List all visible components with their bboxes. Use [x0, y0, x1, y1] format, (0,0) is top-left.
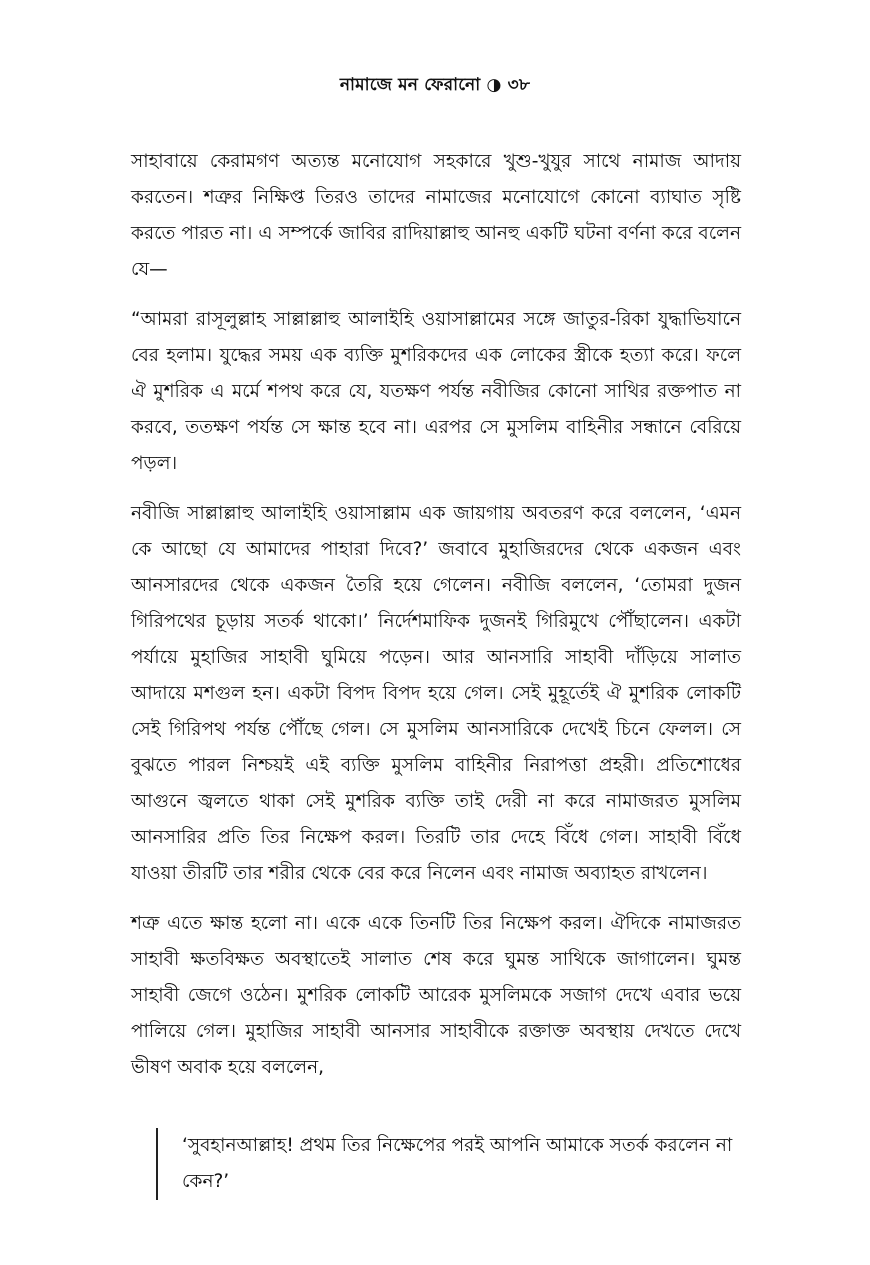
paragraph-1: সাহাবায়ে কেরামগণ অত্যন্ত মনোযোগ সহকারে খুশু-খুযুর সাথে নামাজ আদায় করতেন। শত্রুর নিক্ষিপ্ত তিরও তাদের নামাজের মনোযোগে কোনো ব্যাঘাত সৃষ্টি করতে পারত না। এ সম্পর্কে জাবির রাদিয়াল্লাহু আনহু একটি ঘটনা বর্ণনা করে বলেন যে—	[131, 151, 741, 280]
quote-text: ‘সুবহানআল্লাহ! প্রথম তির নিক্ষেপের পরই আপনি আমাকে সতর্ক করলেন না কেন?’	[182, 1135, 733, 1192]
body-text	[131, 144, 741, 1100]
paragraph-3: নবীজি সাল্লাল্লাহু আলাইহি ওয়াসাল্লাম এক জায়গায় অবতরণ করে বললেন, ‘এমন কে আছো যে আমাদের পাহারা দিবে?’ জবাবে মুহাজিরদের থেকে একজন এবং আনসারদের থেকে একজন তৈরি হয়ে গেলেন। নবীজি বললেন, ‘তোমরা দুজন গিরিপথের চূড়ায় সতর্ক থাকো।’ নির্দেশমাফিক দুজনই গিরিমুখে পৌঁছালেন। একটা পর্যায়ে মুহাজির সাহাবী ঘুমিয়ে পড়েন। আর আনসারি সাহাবী দাঁড়িয়ে সালাত আদায়ে মশগুল হন। একটা বিপদ বিপদ হয়ে গেল। সেই মুহূর্তেই ঐ মুশরিক লোকটি সেই গিরিপথ পর্যন্ত পৌঁছে গেল। সে মুসলিম আনসারিকে দেখেই চিনে ফেলল। সে বুঝতে পারল নিশ্চয়ই এই ব্যক্তি মুসলিম বাহিনীর নিরাপত্তা প্রহরী। প্রতিশোধের আগুনে জ্বলতে থাকা সেই মুশরিক ব্যক্তি তাই দেরী না করে নামাজরত মুসলিম আনসারির প্রতি তির নিক্ষেপ করল। তিরটি তার দেহে বিঁধে গেল। সাহাবী বিঁধে যাওয়া তীরটি তার শরীর থেকে বের করে নিলেন এবং নামাজ অব্যাহত রাখলেন।	[131, 503, 741, 884]
running-header: নামাজে মন ফেরানো ◑ ৩৮	[339, 75, 531, 95]
block-quote	[156, 1128, 742, 1200]
paragraph-2: “আমরা রাসূলুল্লাহ সাল্লাল্লাহু আলাইহি ওয়াসাল্লামের সঙ্গে জাতুর-রিকা যুদ্ধাভিযানে বের হলাম। যুদ্ধের সময় এক ব্যক্তি মুশরিকদের এক লোকের স্ত্রীকে হত্যা করে। ফলে ঐ মুশরিক এ মর্মে শপথ করে যে, যতক্ষণ পর্যন্ত নবীজির কোনো সাথির রক্তপাত না করবে, ততক্ষণ পর্যন্ত সে ক্ষান্ত হবে না। এরপর সে মুসলিম বাহিনীর সন্ধানে বেরিয়ে পড়ল।	[131, 309, 741, 474]
paragraph-4: শত্রু এতে ক্ষান্ত হলো না। একে একে তিনটি তির নিক্ষেপ করল। ঐদিকে নামাজরত সাহাবী ক্ষতবিক্ষত অবস্থাতেই সালাত শেষ করে ঘুমন্ত সাথিকে জাগালেন। ঘুমন্ত সাহাবী জেগে ওঠেন। মুশরিক লোকটি আরেক মুসলিমকে সজাগ দেখে এবার ভয়ে পালিয়ে গেল। মুহাজির সাহাবী আনসার সাহাবীকে রক্তাক্ত অবস্থায় দেখতে দেখে ভীষণ অবাক হয়ে বললেন,	[131, 913, 741, 1078]
